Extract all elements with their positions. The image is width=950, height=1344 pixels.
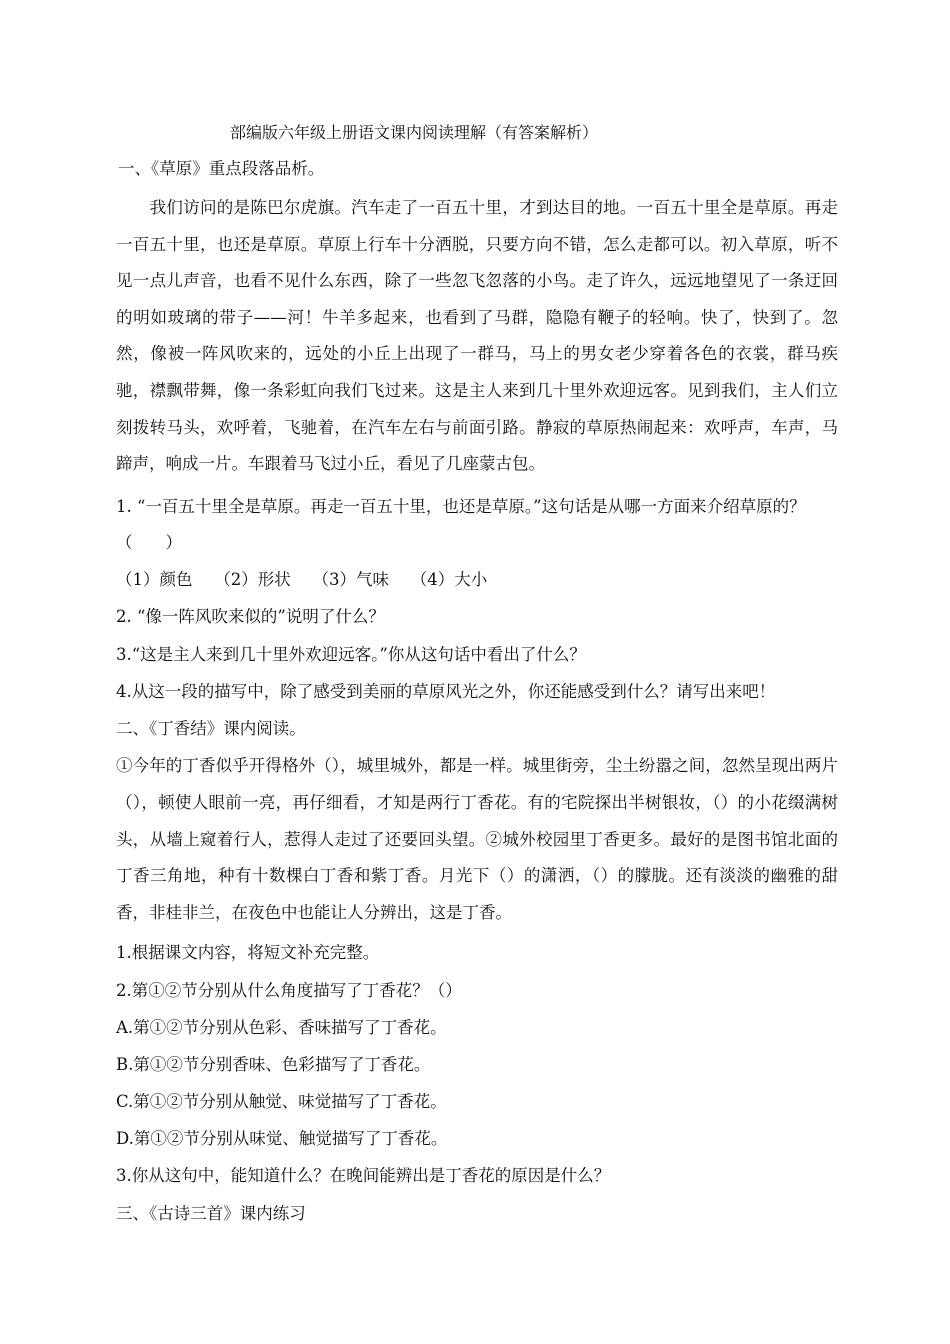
s1-question-1-options: （1）颜色 （2）形状 （3）气味 （4）大小 (116, 570, 488, 589)
section-2-heading: 二、《丁香结》课内阅读。 (116, 719, 306, 738)
s2-option-d: D.第①②节分别从味觉、触觉描写了丁香花。 (116, 1129, 448, 1148)
section-3-heading: 三、《古诗三首》课内练习 (116, 1204, 306, 1223)
section-1-passage: 我们访问的是陈巴尔虎旗。汽车走了一百五十里，才到达目的地。一百五十里全是草原。再走一百五十里，也还是草原。草原上行车十分洒脱，只要方向不错，怎么走都可以。初入草原，听不见一点儿声音，也看不见什么东西，除了一些忽飞忽落的小鸟。走了许久，远远地望见了一条迂回的明如玻璃的带子——河！牛羊多起来，也看到了马群，隐隐有鞭子的轻响。快了，快到了。忽然，像被一阵风吹来的，远处的小丘上出现了一群马，马上的男女老少穿着各色的衣裳，群马疾驰，襟飘带舞，像一条彩虹向我们飞过来。这是主人来到几十里外欢迎远客。见到我们，主人们立刻拨转马头，欢呼着，飞驰着，在汽车左右与前面引路。静寂的草原热闹起来：欢呼声，车声，马蹄声，响成一片。车跟着马飞过小丘，看见了几座蒙古包。 (116, 198, 838, 474)
s2-question-3: 3.你从这句中，能知道什么？在晚间能辨出是丁香花的原因是什么？ (116, 1166, 611, 1185)
s1-question-1-blank: （ ） (116, 533, 182, 552)
s1-question-2: 2. “像一阵风吹来似的”说明了什么？ (116, 607, 385, 626)
s2-option-a: A.第①②节分别从色彩、香味描写了丁香花。 (116, 1018, 447, 1037)
s2-question-1: 1.根据课文内容，将短文补充完整。 (116, 943, 380, 962)
s2-option-b: B.第①②节分别香味、色彩描写了丁香花。 (116, 1055, 431, 1074)
s2-option-c: C.第①②节分别从触觉、味觉描写了丁香花。 (116, 1092, 447, 1111)
s1-question-4: 4.从这一段的描写中，除了感受到美丽的草原风光之外，你还能感受到什么？请写出来吧！ (116, 682, 776, 701)
s1-question-1: 1. “一百五十里全是草原。再走一百五十里，也还是草原。”这句话是从哪一方面来介绍草原的？ (116, 497, 806, 516)
section-1-heading: 一、《草原》重点段落品析。 (118, 159, 325, 178)
s2-question-2: 2.第①②节分别从什么角度描写了丁香花？（） (116, 981, 462, 1000)
section-2-passage: ①今年的丁香似乎开得格外（），城里城外，都是一样。城里街旁，尘土纷嚣之间，忽然呈现出两片（），顿使人眼前一亮，再仔细看，才知是两行丁香花。有的宅院探出半树银妆，（）的小花缀满树头，从墙上窥着行人，惹得人走过了还要回头望。②城外校园里丁香更多。最好的是图书馆北面的丁香三角地，种有十数棵白丁香和紫丁香。月光下（）的潇洒，（）的朦胧。还有淡淡的幽雅的甜香，非桂非兰，在夜色中也能让人分辨出，这是丁香。 (116, 756, 838, 923)
document-title: 部编版六年级上册语文课内阅读理解（有答案解析） (230, 123, 599, 142)
s1-question-3: 3.“这是主人来到几十里外欢迎远客。”你从这句话中看出了什么？ (116, 645, 586, 664)
